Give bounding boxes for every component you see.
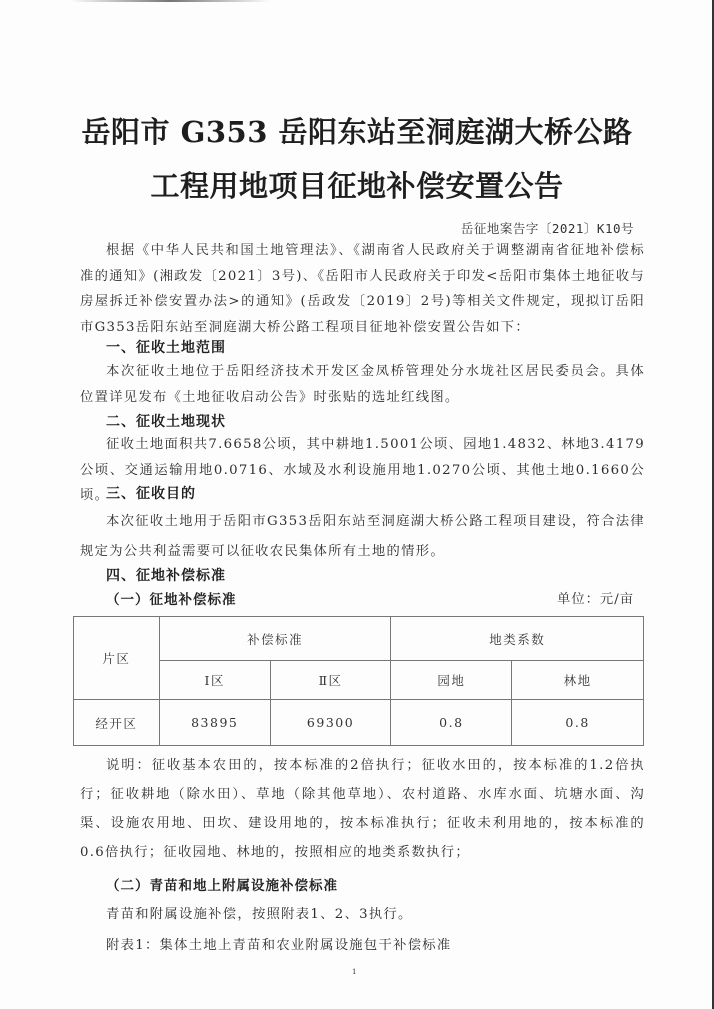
appendix-line: 附表1：集体土地上青苗和农业附属设施包干补偿标准	[106, 938, 452, 953]
header-standard: 补偿标准	[159, 617, 391, 661]
section-body-scope: 本次征收土地位于岳阳经济技术开发区金凤桥管理处分水垅社区居民委员会。具体位置详见发布《土地征收启动公告》时张贴的选址红线图。	[80, 364, 645, 405]
table-header-row	[74, 617, 644, 661]
subheader-forest: 林地	[512, 661, 644, 700]
unit-label: 单位：元/亩	[557, 592, 634, 607]
crops-line: 青苗和附属设施补偿，按照附表1、2、3执行。	[106, 907, 413, 922]
subsection-heading-land-compensation: （一）征地补偿标准	[106, 592, 237, 608]
cell-zone1: 83895	[159, 700, 270, 746]
cell-forest: 0.8	[512, 700, 644, 746]
subheader-zone2: Ⅱ区	[270, 661, 391, 700]
note-paragraph: 说明：征收基本农田的，按本标准的2倍执行；征收水田的，按本标准的1.2倍执行；征收耕地（除水田）、草地（除其他草地）、农村道路、水库水面、坑塘水面、沟渠、设施农用地、田坎、建设用地的，按本标准执行；征收未利用地的，按本标准的0.6倍执行；征收园地、林地的，按照相应的地类系数执行；	[80, 758, 645, 860]
section-body-purpose: 本次征收土地用于岳阳市G353岳阳东站至洞庭湖大桥公路工程项目建设，符合法律规定为公共利益需要可以征收农民集体所有土地的情形。	[80, 514, 645, 559]
scan-edge-top	[70, 0, 270, 2]
section-heading-standard: 四、征地补偿标准	[106, 568, 226, 584]
cell-zone2: 69300	[270, 700, 391, 746]
document-number: 岳征地案告字〔2021〕K10号	[460, 221, 634, 236]
subheader-zone1: Ⅰ区	[159, 661, 270, 700]
table-subheader-row	[74, 661, 644, 700]
compensation-table	[73, 616, 644, 746]
subheader-garden: 园地	[391, 661, 512, 700]
cell-area: 经开区	[74, 700, 160, 746]
section-heading-purpose: 三、征收目的	[106, 486, 196, 502]
cell-garden: 0.8	[391, 700, 512, 746]
header-area: 片区	[74, 617, 160, 700]
subsection-heading-crops: （二）青苗和地上附属设施补偿标准	[106, 878, 338, 894]
document-title-line2: 工程用地项目征地补偿安置公告	[150, 169, 564, 203]
section-body-status: 征收土地面积共7.6658公顷，其中耕地1.5001公顷、园地1.4832、林地3.4179公顷、交通运输用地0.0716、水域及水利设施用地1.0270公顷、其他土地0.1660公顷。	[80, 437, 645, 504]
document-title-line1: 岳阳市 G353 岳阳东站至洞庭湖大桥公路	[81, 115, 633, 149]
header-coefficient: 地类系数	[391, 617, 644, 661]
intro-paragraph: 根据《中华人民共和国土地管理法》、《湖南省人民政府关于调整湖南省征地补偿标准的通知》(湘政发〔2021〕3号)、《岳阳市人民政府关于印发<岳阳市集体土地征收与房屋拆迁补偿安置办法>的通知》(岳政发〔2019〕2号)等相关文件规定，现拟订岳阳市G353岳阳东站至洞庭湖大桥公路工程项目征地补偿安置公告如下：	[80, 243, 645, 335]
page-number: 1	[352, 968, 357, 976]
table-row	[74, 700, 644, 746]
section-heading-status: 二、征收土地现状	[106, 414, 226, 430]
section-heading-scope: 一、征收土地范围	[106, 340, 226, 356]
